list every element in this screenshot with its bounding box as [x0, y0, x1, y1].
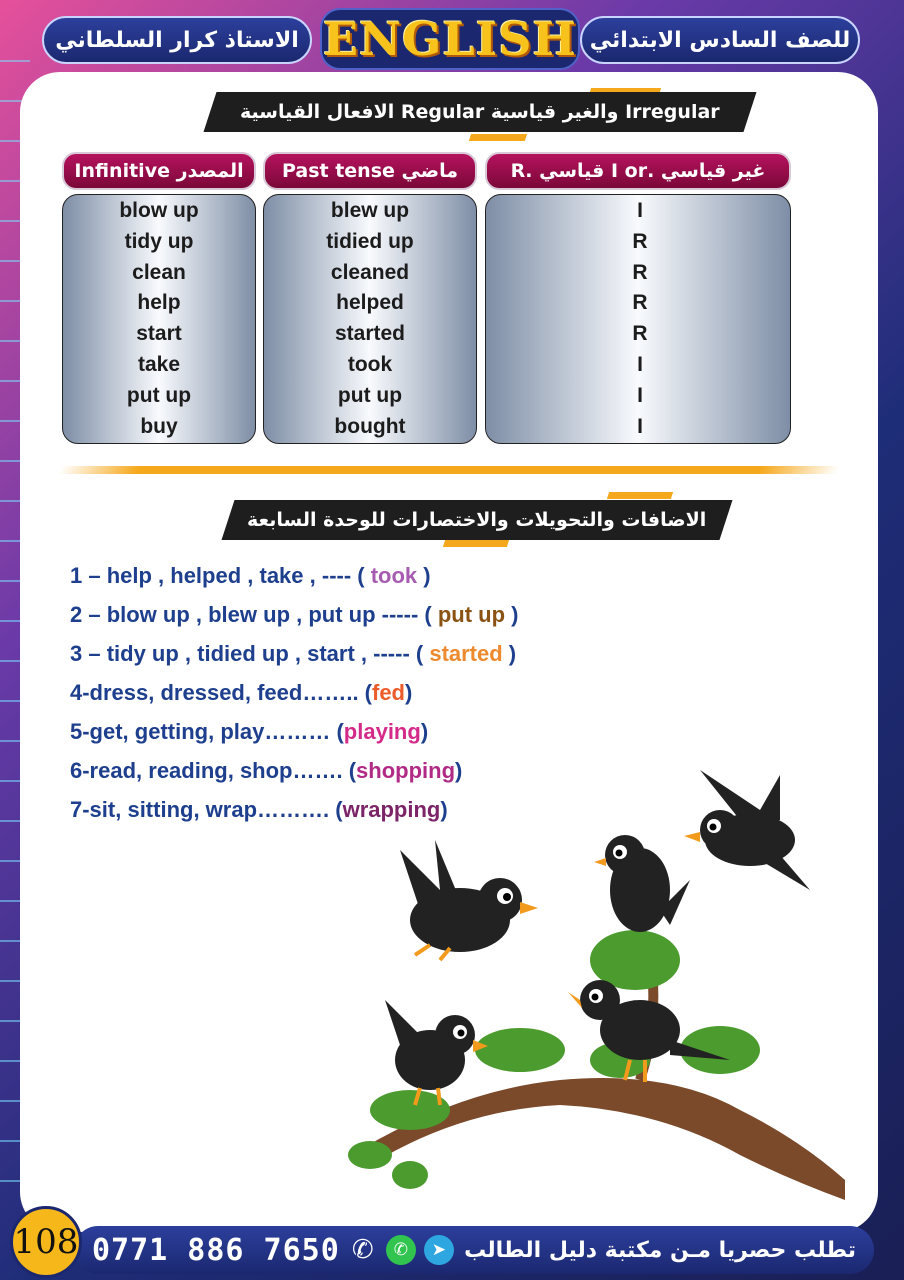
answer: took	[370, 563, 418, 588]
bird-icon	[385, 1000, 488, 1105]
grade-label: للصف السادس الابتدائي	[580, 16, 860, 64]
exercise-item: 1 – help , helped , take , ---- ( took )	[70, 563, 431, 588]
teacher-name: الاستاذ كرار السلطاني	[42, 16, 312, 64]
answer: playing	[343, 719, 421, 744]
past-cell: helped	[336, 291, 404, 315]
section-divider	[58, 466, 841, 474]
past-cell: tidied up	[326, 229, 414, 253]
past-cell: blew up	[330, 199, 410, 222]
gold-accent	[469, 134, 527, 141]
infinitive-cell: buy	[140, 414, 178, 438]
exercise-item: 6-read, reading, shop……. (shopping)	[70, 758, 463, 783]
page-number: 108	[10, 1206, 82, 1278]
exercise-item: 7-sit, sitting, wrap………. (wrapping)	[70, 797, 448, 822]
exercise-item: 2 – blow up , blew up , put up ----- ( put up )	[70, 602, 519, 627]
type-column	[485, 194, 791, 444]
type-cell: I	[637, 414, 643, 438]
past-cell: put up	[337, 383, 403, 407]
past-tense-column	[263, 194, 477, 444]
answer: started	[429, 641, 503, 666]
infinitive-column	[62, 194, 256, 444]
exercise-item: 4-dress, dressed, feed…….. (fed)	[70, 680, 413, 705]
type-cell: I	[637, 352, 643, 376]
type-cell: R	[632, 229, 648, 253]
type-cell: R	[632, 291, 648, 315]
answer: wrapping	[342, 797, 441, 822]
telegram-icon: ➤	[424, 1235, 454, 1265]
bird-icon	[594, 835, 690, 932]
past-cell: bought	[334, 414, 406, 438]
infinitive-cell: blow up	[119, 199, 199, 222]
infinitive-cell: clean	[132, 260, 186, 284]
header-regular-irregular: غير قياسي .I or قياسي .R	[485, 152, 791, 190]
header-infinitive: Infinitive المصدر	[62, 152, 256, 190]
english-logo: ENGLISH	[320, 8, 580, 70]
type-cell: I	[637, 383, 643, 407]
bird-icon	[400, 840, 538, 960]
birds-illustration	[340, 760, 860, 1210]
phone-number: 0771 886 7650	[92, 1232, 340, 1268]
answer: fed	[372, 680, 405, 705]
past-cell: took	[347, 352, 393, 376]
infinitive-cell: tidy up	[124, 229, 194, 253]
footer-text: تطلب حصريا مـن مكتبة دليل الطالب	[464, 1237, 856, 1263]
type-cell: R	[632, 260, 648, 284]
type-cell: R	[632, 322, 648, 346]
phone-icon: ✆	[351, 1235, 374, 1265]
type-cell: I	[637, 199, 643, 222]
past-cell: started	[334, 322, 406, 346]
answer: shopping	[356, 758, 456, 783]
whatsapp-icon: ✆	[386, 1235, 416, 1265]
past-cell: cleaned	[330, 260, 410, 284]
infinitive-cell: start	[136, 322, 182, 346]
section2-title: الاضافات والتحويلات والاختصارات للوحدة السابعة	[222, 500, 733, 540]
gold-accent	[607, 492, 673, 499]
gold-accent	[443, 540, 509, 547]
exercise-item: 5-get, getting, play……… (playing)	[70, 719, 429, 744]
answer: put up	[437, 602, 506, 627]
infinitive-cell: help	[137, 291, 181, 315]
section1-title: الافعال القياسية Regular والغير قياسية Irregular	[204, 92, 757, 132]
bird-icon	[684, 770, 810, 890]
infinitive-cell: take	[137, 352, 181, 376]
footer-bar	[74, 1226, 874, 1274]
infinitive-cell: put up	[126, 383, 192, 407]
header-past-tense: Past tense ماضي	[263, 152, 477, 190]
exercise-item: 3 – tidy up , tidied up , start , ----- ( started )	[70, 641, 517, 666]
